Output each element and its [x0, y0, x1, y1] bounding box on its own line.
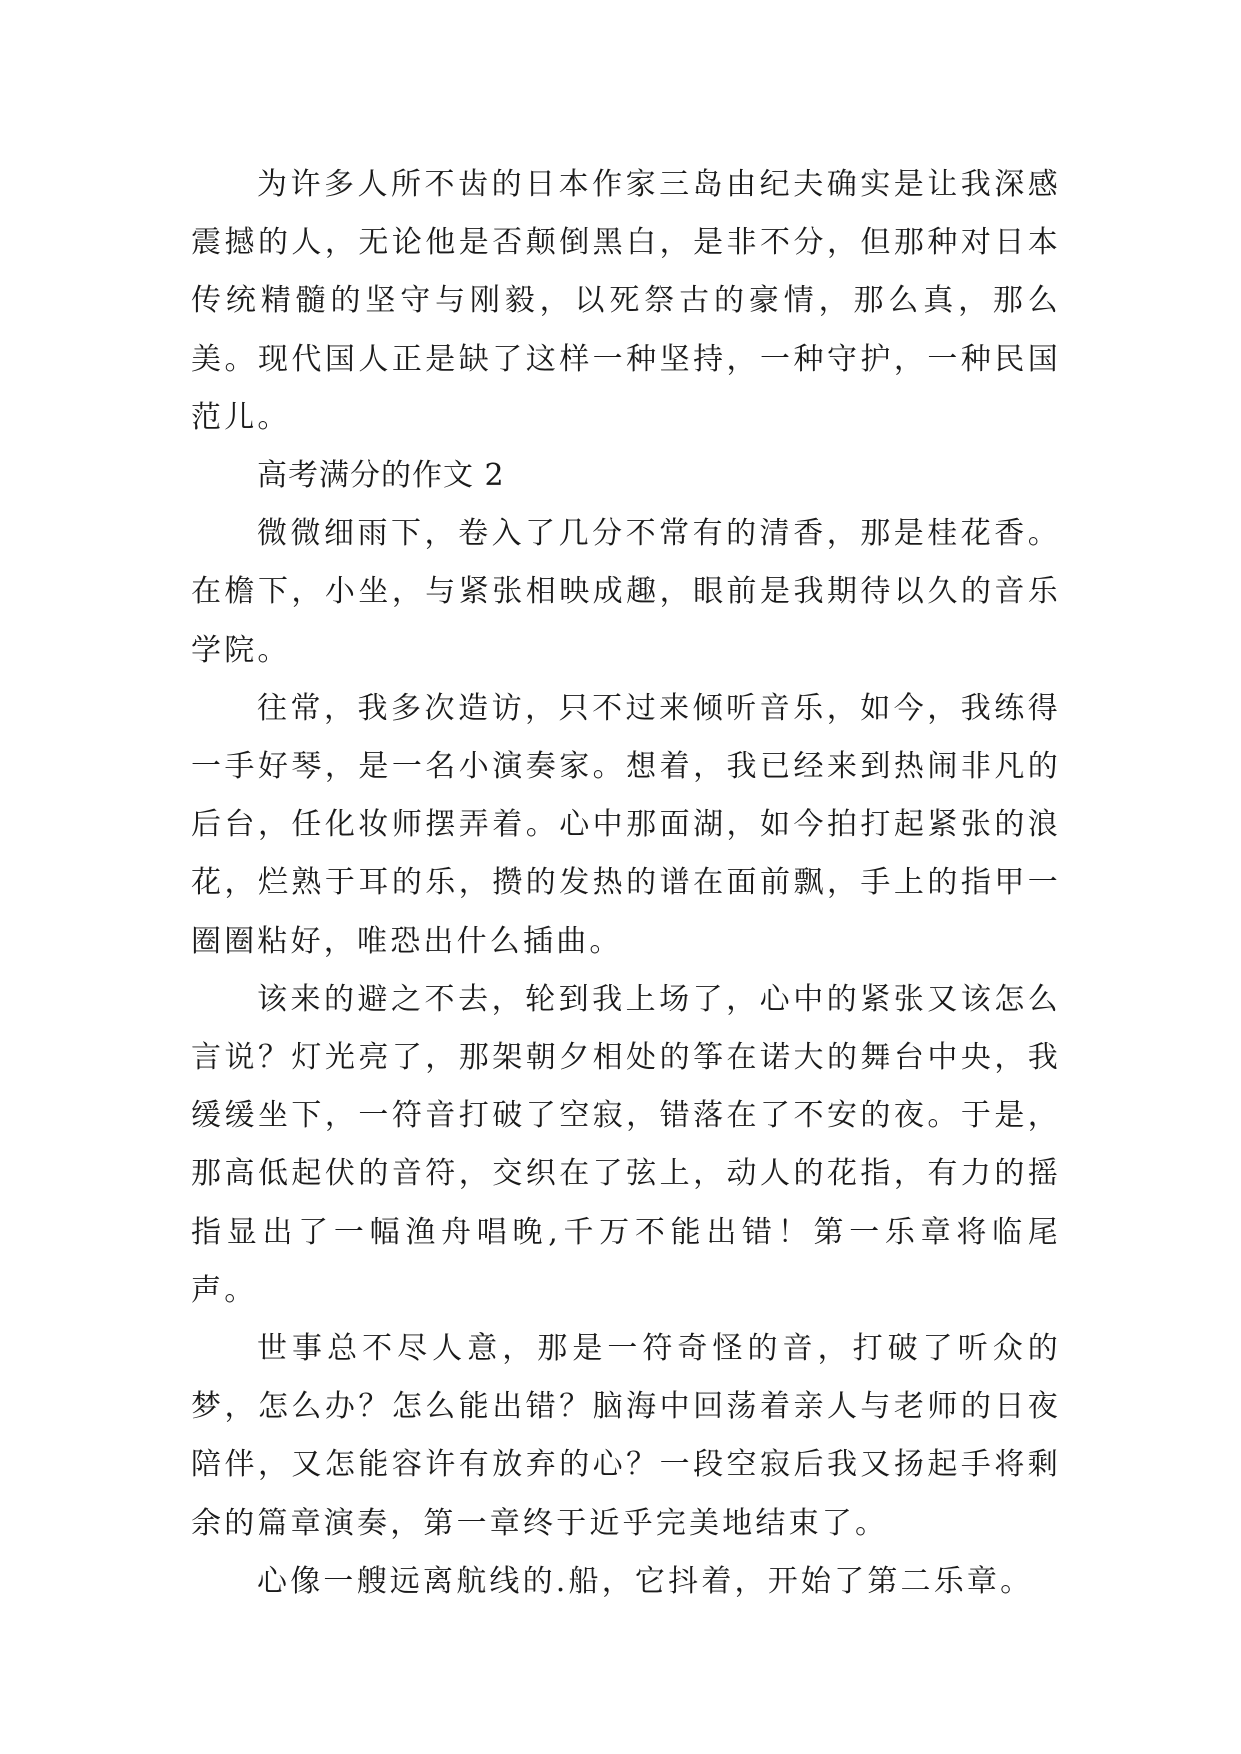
- paragraph-5: 世事总不尽人意，那是一符奇怪的音，打破了听众的梦，怎么办？怎么能出错？脑海中回荡着亲人与老师的日夜陪伴，又怎能容许有放弃的心？一段空寂后我又扬起手将剩余的篇章演奏，第一章终于近乎完美地结束了。: [191, 1331, 1061, 1541]
- essay-heading: 高考满分的作文 2: [257, 458, 505, 494]
- paragraph-6: 心像一艘远离航线的.船，它抖着，开始了第二乐章。: [257, 1563, 1034, 1599]
- document-body: [191, 156, 1061, 1611]
- paragraph-2: 微微细雨下，卷入了几分不常有的清香，那是桂花香。在檐下，小坐，与紧张相映成趣，眼前是我期待以久的音乐学院。: [191, 516, 1061, 668]
- paragraph-4: 该来的避之不去，轮到我上场了，心中的紧张又该怎么言说？灯光亮了，那架朝夕相处的筝在诺大的舞台中央，我缓缓坐下，一符音打破了空寂，错落在了不安的夜。于是，那高低起伏的音符，交织在了弦上，动人的花指，有力的摇指显出了一幅渔舟唱晚,千万不能出错！第一乐章将临尾声。: [191, 981, 1061, 1308]
- paragraph-3: 往常，我多次造访，只不过来倾听音乐，如今，我练得一手好琴，是一名小演奏家。想着，我已经来到热闹非凡的后台，任化妆师摆弄着。心中那面湖，如今拍打起紧张的浪花，烂熟于耳的乐，攒的发热的谱在面前飘，手上的指甲一圈圈粘好，唯恐出什么插曲。: [191, 690, 1061, 959]
- paragraph-1: 为许多人所不齿的日本作家三岛由纪夫确实是让我深感震撼的人，无论他是否颠倒黑白，是非不分，但那种对日本传统精髓的坚守与刚毅，以死祭古的豪情，那么真，那么美。现代国人正是缺了这样一种坚持，一种守护，一种民国范儿。: [191, 167, 1061, 435]
